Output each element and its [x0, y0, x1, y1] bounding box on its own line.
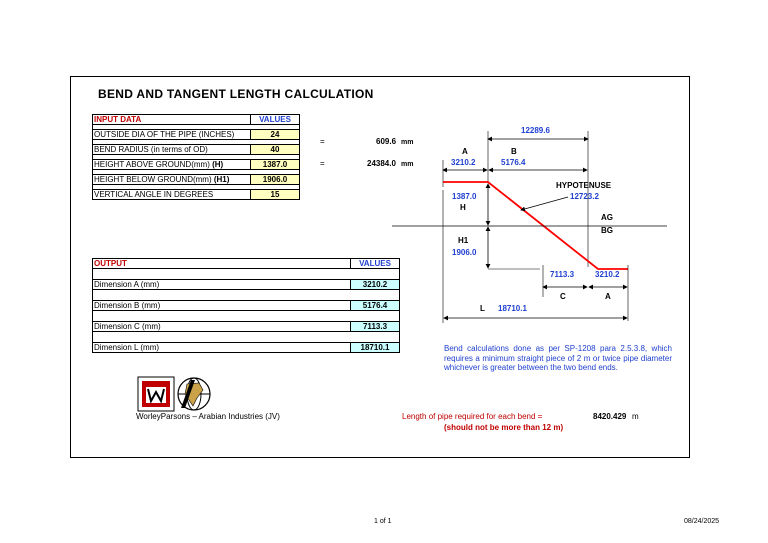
input-label-height-below [93, 175, 251, 185]
dim-l-value: 18710.1 [498, 304, 527, 313]
dim-b-value: 5176.4 [501, 158, 526, 167]
dim-b-label: B [511, 147, 517, 156]
output-label-a: Dimension A (mm) [93, 280, 351, 290]
input-value-bend-radius[interactable]: 40 [251, 145, 300, 155]
page-number: 1 of 1 [374, 518, 392, 525]
input-value-height-below[interactable]: 1906.0 [251, 175, 300, 185]
input-label-bend-radius: BEND RADIUS (in terms of OD) [93, 145, 251, 155]
hypotenuse-value: 12723.2 [570, 192, 599, 201]
output-value-a: 3210.2 [351, 280, 400, 290]
unit-radius: mm [401, 161, 414, 168]
below-ground-label: BG [601, 226, 613, 235]
output-value-c: 7113.3 [351, 322, 400, 332]
input-value-height-above[interactable]: 1387.0 [251, 160, 300, 170]
print-date: 08/24/2025 [684, 518, 720, 525]
label-symbol: (H) [212, 160, 224, 169]
output-label-b: Dimension B (mm) [93, 301, 351, 311]
input-label-height-above [93, 160, 251, 170]
output-label-l: Dimension L (mm) [93, 343, 351, 353]
length-required-note: (should not be more than 12 m) [444, 423, 564, 432]
equals-sign-radius: = [320, 159, 325, 168]
dim-h-label: H [460, 203, 466, 212]
dim-h-value: 1387.0 [452, 192, 477, 201]
output-table [92, 258, 400, 353]
unit-od: mm [401, 139, 414, 146]
hypotenuse-label: HYPOTENUSE [556, 181, 612, 190]
length-required-unit: m [632, 412, 639, 421]
result-od: 609.6 [376, 137, 397, 146]
dim-a-value: 3210.2 [451, 158, 476, 167]
length-required-value: 8420.429 [593, 412, 627, 421]
input-value-od[interactable]: 24 [251, 130, 300, 140]
input-header-label: INPUT DATA [93, 115, 251, 125]
input-header-values: VALUES [251, 115, 300, 125]
dim-a2-label: A [605, 292, 611, 301]
spacer-row [93, 269, 400, 280]
bend-diagram [380, 115, 680, 330]
label-text: HEIGHT BELOW GROUND(mm) [94, 175, 214, 184]
dim-a-label: A [462, 147, 468, 156]
equals-sign-od: = [320, 137, 325, 146]
input-table [92, 114, 300, 200]
hypotenuse-leader [521, 197, 568, 210]
company-logo [137, 376, 217, 412]
output-header-values: VALUES [351, 259, 400, 269]
dim-h1-value: 1906.0 [452, 248, 477, 257]
spacer-row [93, 290, 400, 301]
dim-l-label: L [480, 304, 485, 313]
dim-top-value: 12289.6 [521, 126, 550, 135]
company-name: WorleyParsons – Arabian Industries (JV) [136, 412, 280, 421]
output-value-l: 18710.1 [351, 343, 400, 353]
result-radius: 24384.0 [367, 159, 396, 168]
dim-c-label: C [560, 292, 566, 301]
dim-h1-label: H1 [458, 236, 469, 245]
label-symbol: (H1) [213, 175, 230, 184]
length-required-label: Length of pipe required for each bend = [402, 412, 543, 421]
input-label-od: OUTSIDE DIA OF THE PIPE (INCHES) [93, 130, 251, 140]
calculation-note: Bend calculations done as per SP-1208 para 2.5.3.8, which requires a minimum straight piece of 2 m or twice pipe diameter whichever is greater between the two bend ends. [444, 344, 672, 372]
spacer-row [93, 311, 400, 322]
above-ground-label: AG [601, 213, 613, 222]
input-label-angle: VERTICAL ANGLE IN DEGREES [93, 190, 251, 200]
output-value-b: 5176.4 [351, 301, 400, 311]
spacer-row [93, 332, 400, 343]
label-text: HEIGHT ABOVE GROUND(mm) [94, 160, 213, 169]
input-value-angle[interactable]: 15 [251, 190, 300, 200]
page-title: BEND AND TANGENT LENGTH CALCULATION [98, 87, 374, 101]
dim-a2-value: 3210.2 [595, 270, 620, 279]
dim-c-value: 7113.3 [550, 270, 575, 279]
output-label-c: Dimension C (mm) [93, 322, 351, 332]
output-header-label: OUTPUT [93, 259, 351, 269]
